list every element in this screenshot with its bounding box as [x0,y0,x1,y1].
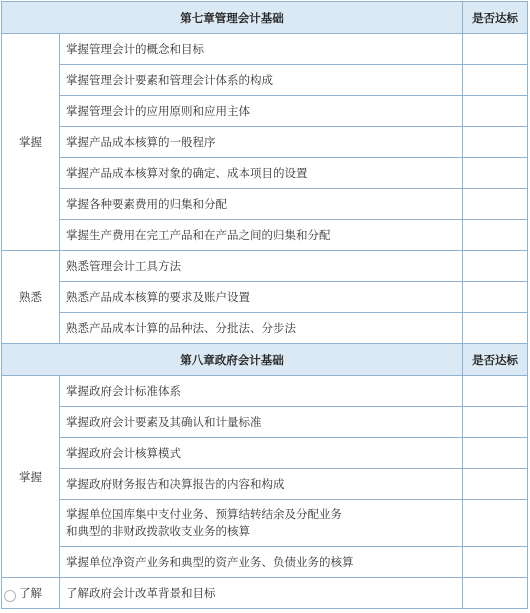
status-cell[interactable] [463,220,528,251]
table-row [2,282,528,313]
level-label: 掌握 [2,376,60,578]
status-cell[interactable] [463,469,528,500]
status-cell[interactable] [463,313,528,344]
status-column-header: 是否达标 [463,2,528,34]
level-label: 掌握 [2,34,60,251]
table-row [2,469,528,500]
objective-text: 了解政府会计改革背景和目标 [60,578,463,609]
section-title: 第七章管理会计基础 [2,2,463,34]
objectives-table [1,1,528,609]
status-column-header: 是否达标 [463,344,528,376]
status-cell[interactable] [463,547,528,578]
section-header-row [2,344,528,376]
watermark-icon [4,590,16,602]
objective-text: 熟悉管理会计工具方法 [60,251,463,282]
section-header-row [2,2,528,34]
table-row [2,158,528,189]
status-cell[interactable] [463,376,528,407]
table-row [2,96,528,127]
table-row [2,251,528,282]
objective-text: 熟悉产品成本计算的品种法、分批法、分步法 [60,313,463,344]
objective-text: 掌握管理会计要素和管理会计体系的构成 [60,65,463,96]
objective-text: 掌握产品成本核算对象的确定、成本项目的设置 [60,158,463,189]
table-row [2,65,528,96]
objective-text: 掌握政府会计要素及其确认和计量标准 [60,407,463,438]
status-cell[interactable] [463,127,528,158]
table-row [2,376,528,407]
table-row [2,578,528,609]
table-row [2,438,528,469]
objective-text: 掌握单位净资产业务和典型的资产业务、负债业务的核算 [60,547,463,578]
status-cell[interactable] [463,34,528,65]
table-row [2,127,528,158]
objective-text: 掌握产品成本核算的一般程序 [60,127,463,158]
objective-text: 掌握政府财务报告和决算报告的内容和构成 [60,469,463,500]
table-row [2,500,528,547]
status-cell[interactable] [463,158,528,189]
objective-text-multiline [60,500,463,547]
objective-text: 掌握政府会计标准体系 [60,376,463,407]
objective-line: 掌握单位国库集中支付业务、预算结转结余及分配业务 [66,507,342,521]
status-cell[interactable] [463,438,528,469]
table-row [2,407,528,438]
table-row [2,189,528,220]
objective-text: 掌握政府会计核算模式 [60,438,463,469]
table-row [2,34,528,65]
status-cell[interactable] [463,96,528,127]
objective-text: 掌握管理会计的概念和目标 [60,34,463,65]
objective-text: 掌握生产费用在完工产品和在产品之间的归集和分配 [60,220,463,251]
level-label: 了解 [2,578,60,609]
table-row [2,547,528,578]
objective-text: 掌握各种要素费用的归集和分配 [60,189,463,220]
table-row [2,313,528,344]
status-cell[interactable] [463,189,528,220]
status-cell[interactable] [463,282,528,313]
table-row [2,220,528,251]
status-cell[interactable] [463,500,528,547]
status-cell[interactable] [463,251,528,282]
watermark-logo [4,589,64,609]
status-cell[interactable] [463,65,528,96]
objective-text: 熟悉产品成本核算的要求及账户设置 [60,282,463,313]
section-title: 第八章政府会计基础 [2,344,463,376]
status-cell[interactable] [463,578,528,609]
status-cell[interactable] [463,407,528,438]
objective-line: 和典型的非财政拨款收支业务的核算 [66,524,250,538]
level-label: 熟悉 [2,251,60,344]
objective-text: 掌握管理会计的应用原则和应用主体 [60,96,463,127]
